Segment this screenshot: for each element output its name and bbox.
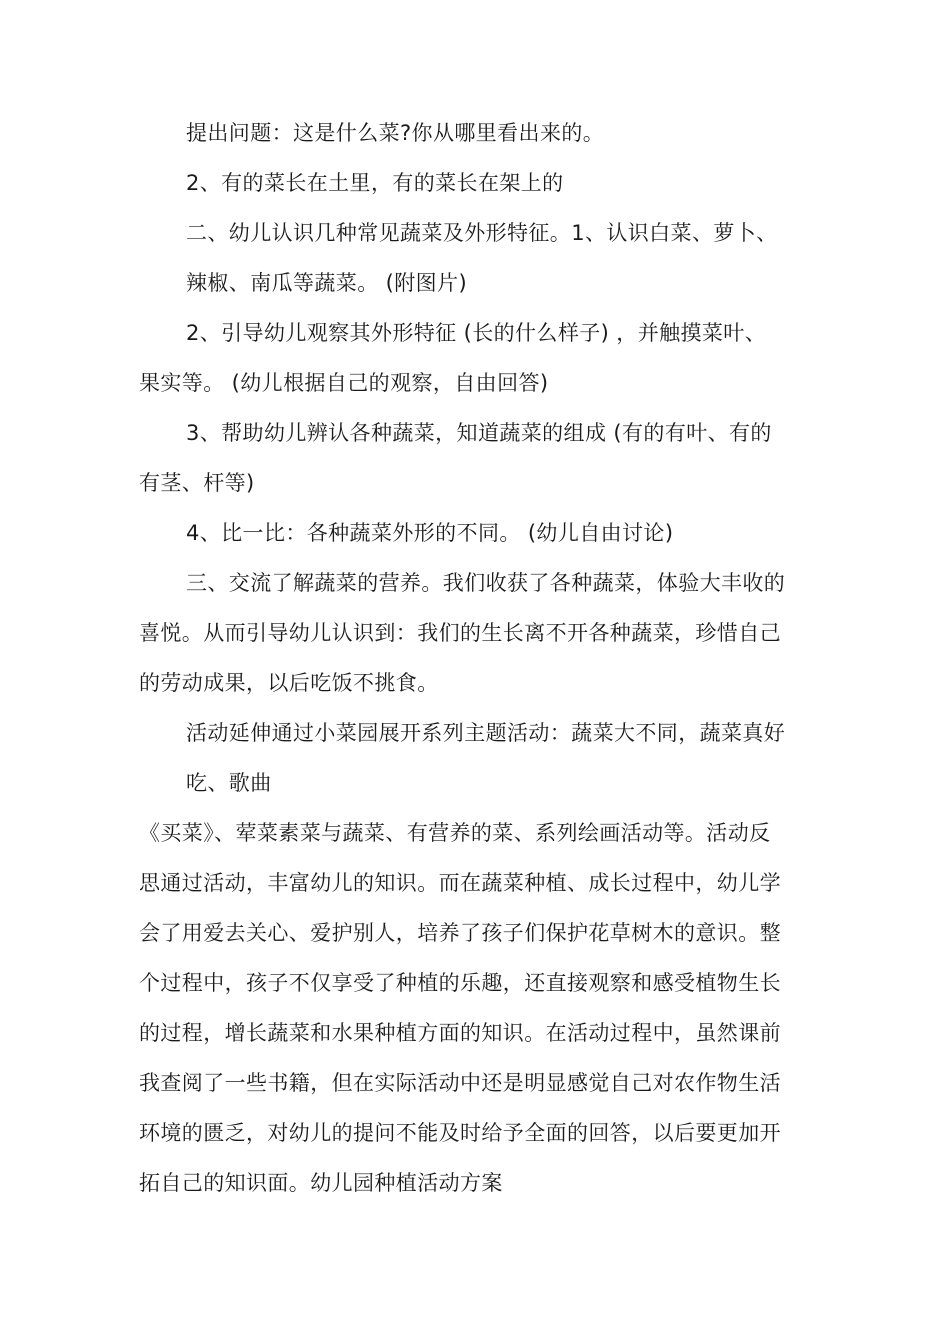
text-line: 活动延伸通过小菜园展开系列主题活动：蔬菜大不同，蔬菜真好 [186,721,786,745]
text-line: 果实等。 (幼儿根据自己的观察，自由回答) [139,371,549,395]
text-line: 4、比一比：各种蔬菜外形的不同。 (幼儿自由讨论) [186,521,674,545]
text-line: 喜悦。从而引导幼儿认识到：我们的生长离不开各种蔬菜，珍惜自己 [139,621,781,645]
text-line: 的劳动成果，以后吃饭不挑食。 [139,671,439,695]
text-line: 《买菜》、荤菜素菜与蔬菜、有营养的菜、系列绘画活动等。活动反 [139,821,771,845]
text-line: 辣椒、南瓜等蔬菜。 (附图片) [186,271,468,295]
text-line: 我查阅了一些书籍，但在实际活动中还是明显感觉自己对农作物生活 [139,1071,781,1095]
text-line: 思通过活动，丰富幼儿的知识。而在蔬菜种植、成长过程中，幼儿学 [139,871,781,895]
text-line: 有茎、杆等) [139,471,255,495]
text-line: 环境的匮乏，对幼儿的提问不能及时给予全面的回答，以后要更加开 [139,1121,781,1145]
text-line: 会了用爱去关心、爱护别人，培养了孩子们保护花草树木的意识。整 [139,921,781,945]
text-line: 三、交流了解蔬菜的营养。我们收获了各种蔬菜，体验大丰收的 [186,571,786,595]
text-line: 的过程，增长蔬菜和水果种植方面的知识。在活动过程中，虽然课前 [139,1021,781,1045]
text-line: 2、有的菜长在土里，有的菜长在架上的 [186,171,564,195]
text-line: 3、帮助幼儿辨认各种蔬菜，知道蔬菜的组成 (有的有叶、有的 [186,421,772,445]
text-line: 吃、歌曲 [186,771,272,795]
text-line: 拓自己的知识面。幼儿园种植活动方案 [139,1171,503,1195]
text-line: 二、幼儿认识几种常见蔬菜及外形特征。1、认识白菜、萝卜、 [186,221,778,245]
text-line: 2、引导幼儿观察其外形特征 (长的什么样子) ，并触摸菜叶、 [186,321,767,345]
text-line: 提出问题：这是什么菜?你从哪里看出来的。 [186,121,605,145]
text-line: 个过程中，孩子不仅享受了种植的乐趣，还直接观察和感受植物生长 [139,971,781,995]
